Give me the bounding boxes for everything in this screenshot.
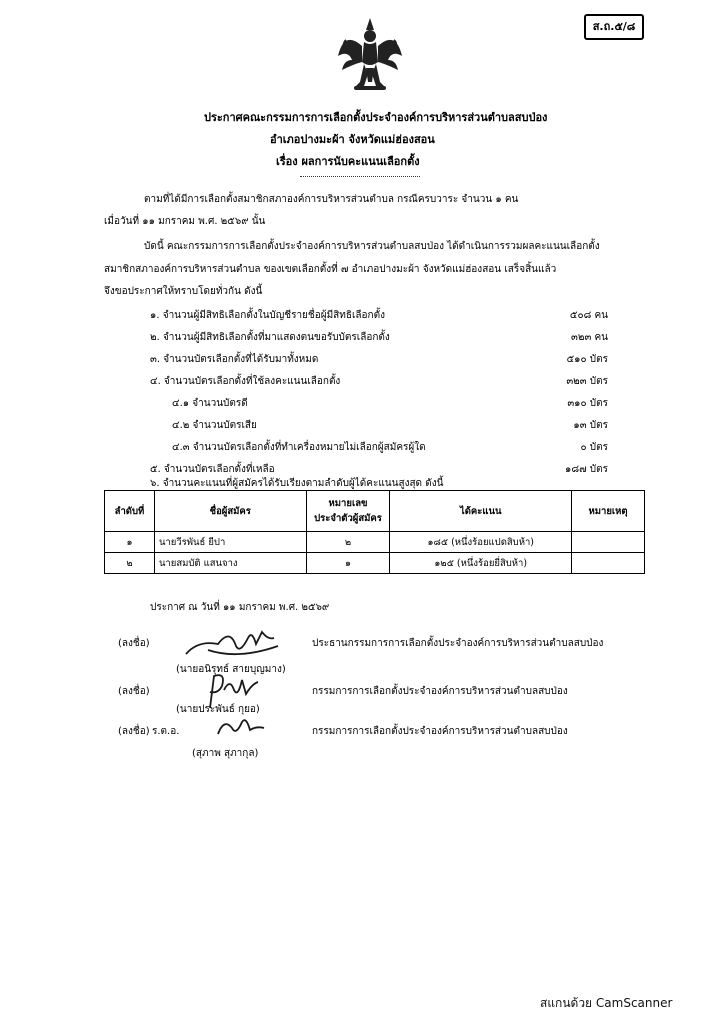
table-row <box>105 532 645 553</box>
scanner-watermark: สแกนด้วย CamScanner <box>540 996 673 1010</box>
signer-name: (นายอนิรุทธ์ สายบุญมาง) <box>176 664 286 675</box>
cell-votes: ๑๘๕ (หนึ่งร้อยแปดสิบห้า) <box>390 532 572 553</box>
handwritten-signature-icon <box>210 712 270 742</box>
signer-name: (นายประพันธ์ กุยอ) <box>176 704 260 715</box>
summary-label: ๕. จำนวนบัตรเลือกตั้งที่เหลือ <box>150 464 275 475</box>
col-header-number-line1: หมายเลข <box>328 498 368 509</box>
announcement-subject: เรื่อง ผลการนับคะแนนเลือกตั้ง <box>276 155 420 168</box>
cell-number: ๒ <box>306 532 390 553</box>
summary-row <box>100 352 608 368</box>
sign-label: (ลงชื่อ) <box>118 638 150 649</box>
col-header-remark: หมายเหตุ <box>572 491 645 532</box>
summary-value: ๕๐๘ คน <box>569 310 608 321</box>
summary-label: ๒. จำนวนผู้มีสิทธิเลือกตั้งที่มาแสดงตนขอรับบัตรเลือกตั้ง <box>150 332 390 343</box>
sign-label: (ลงชื่อ) <box>118 686 150 697</box>
handwritten-signature-icon <box>178 620 298 664</box>
cell-votes: ๑๒๕ (หนึ่งร้อยยี่สิบห้า) <box>390 553 572 574</box>
summary-label: ๔. จำนวนบัตรเลือกตั้งที่ใช้ลงคะแนนเลือกตั้ง <box>150 376 341 387</box>
sign-label: (ลงชื่อ) <box>118 726 150 737</box>
signer-name: (สุภาพ สุภากุล) <box>192 748 259 759</box>
header-divider <box>300 176 420 177</box>
form-code-box: ส.ถ.๕/๘ <box>584 14 644 40</box>
summary-label: ๔.๑ จำนวนบัตรดี <box>172 398 248 409</box>
intro-line-3: บัดนี้ คณะกรรมการการเลือกตั้งประจำองค์การบริหารส่วนตำบลสบป่อง ได้ดำเนินการรวมผลคะแนนเลือกตั้ง <box>144 241 600 252</box>
summary-value: ๓๑๐ บัตร <box>567 398 608 409</box>
summary-row <box>100 396 608 412</box>
signer-rank-prefix: ร.ต.อ. <box>152 726 180 737</box>
cell-remark <box>572 532 645 553</box>
results-table <box>104 490 645 574</box>
announcement-date: ประกาศ ณ วันที่ ๑๑ มกราคม พ.ศ. ๒๕๖๙ <box>150 602 330 613</box>
summary-label: ๔.๓ จำนวนบัตรเลือกตั้งที่ทำเครื่องหมายไม่เลือกผู้สมัครผู้ใด <box>172 442 426 453</box>
summary-row <box>100 374 608 390</box>
intro-line-4: สมาชิกสภาองค์การบริหารส่วนตำบล ของเขตเลือกตั้งที่ ๗ อำเภอปางมะผ้า จังหวัดแม่ฮ่องสอน เสร็จสิ้นแล้ว <box>104 264 557 275</box>
summary-value: ๑๘๗ บัตร <box>565 464 608 475</box>
summary-label: ๔.๒ จำนวนบัตรเสีย <box>172 420 257 431</box>
signer-position: ประธานกรรมการการเลือกตั้งประจำองค์การบริหารส่วนตำบลสบป่อง <box>312 638 604 649</box>
col-header-number-line2: ประจำตัวผู้สมัคร <box>314 513 382 524</box>
summary-row <box>100 308 608 324</box>
summary-row <box>100 440 608 456</box>
garuda-emblem-icon <box>334 16 406 100</box>
summary-value: ๓๒๓ บัตร <box>566 376 608 387</box>
col-header-name: ชื่อผู้สมัคร <box>154 491 306 532</box>
summary-value: ๐ บัตร <box>580 442 608 453</box>
cell-rank: ๑ <box>105 532 155 553</box>
summary-row <box>100 330 608 346</box>
summary-label: ๑. จำนวนผู้มีสิทธิเลือกตั้งในบัญชีรายชื่อผู้มีสิทธิเลือกตั้ง <box>150 310 385 321</box>
announcement-location: อำเภอปางมะผ้า จังหวัดแม่ฮ่องสอน <box>270 133 435 146</box>
cell-name: นายสมบัติ แสนจาง <box>154 553 306 574</box>
cell-remark <box>572 553 645 574</box>
summary-value: ๓๒๓ คน <box>571 332 608 343</box>
summary-value: ๕๑๐ บัตร <box>566 354 608 365</box>
ranking-intro: ๖. จำนวนคะแนนที่ผู้สมัครได้รับเรียงตามลำดับผู้ได้คะแนนสูงสุด ดังนี้ <box>150 478 444 489</box>
intro-line-2: เมื่อวันที่ ๑๑ มกราคม พ.ศ. ๒๕๖๙ นั้น <box>104 216 266 227</box>
col-header-rank: ลำดับที่ <box>105 491 155 532</box>
table-header-row <box>105 491 645 532</box>
summary-label: ๓. จำนวนบัตรเลือกตั้งที่ได้รับมาทั้งหมด <box>150 354 319 365</box>
cell-rank: ๒ <box>105 553 155 574</box>
cell-name: นายวีรพันธ์ ยีปา <box>154 532 306 553</box>
table-row <box>105 553 645 574</box>
cell-number: ๑ <box>306 553 390 574</box>
col-header-number <box>306 491 390 532</box>
summary-value: ๑๓ บัตร <box>573 420 608 431</box>
signer-position: กรรมการการเลือกตั้งประจำองค์การบริหารส่วนตำบลสบป่อง <box>312 726 568 737</box>
intro-line-1: ตามที่ได้มีการเลือกตั้งสมาชิกสภาองค์การบริหารส่วนตำบล กรณีครบวาระ จำนวน ๑ คน <box>144 194 519 205</box>
announcement-title: ประกาศคณะกรรมการการเลือกตั้งประจำองค์การบริหารส่วนตำบลสบป่อง <box>204 111 548 124</box>
intro-line-5: จึงขอประกาศให้ทราบโดยทั่วกัน ดังนี้ <box>104 286 263 297</box>
summary-row <box>100 418 608 434</box>
col-header-votes: ได้คะแนน <box>390 491 572 532</box>
signer-position: กรรมการการเลือกตั้งประจำองค์การบริหารส่วนตำบลสบป่อง <box>312 686 568 697</box>
